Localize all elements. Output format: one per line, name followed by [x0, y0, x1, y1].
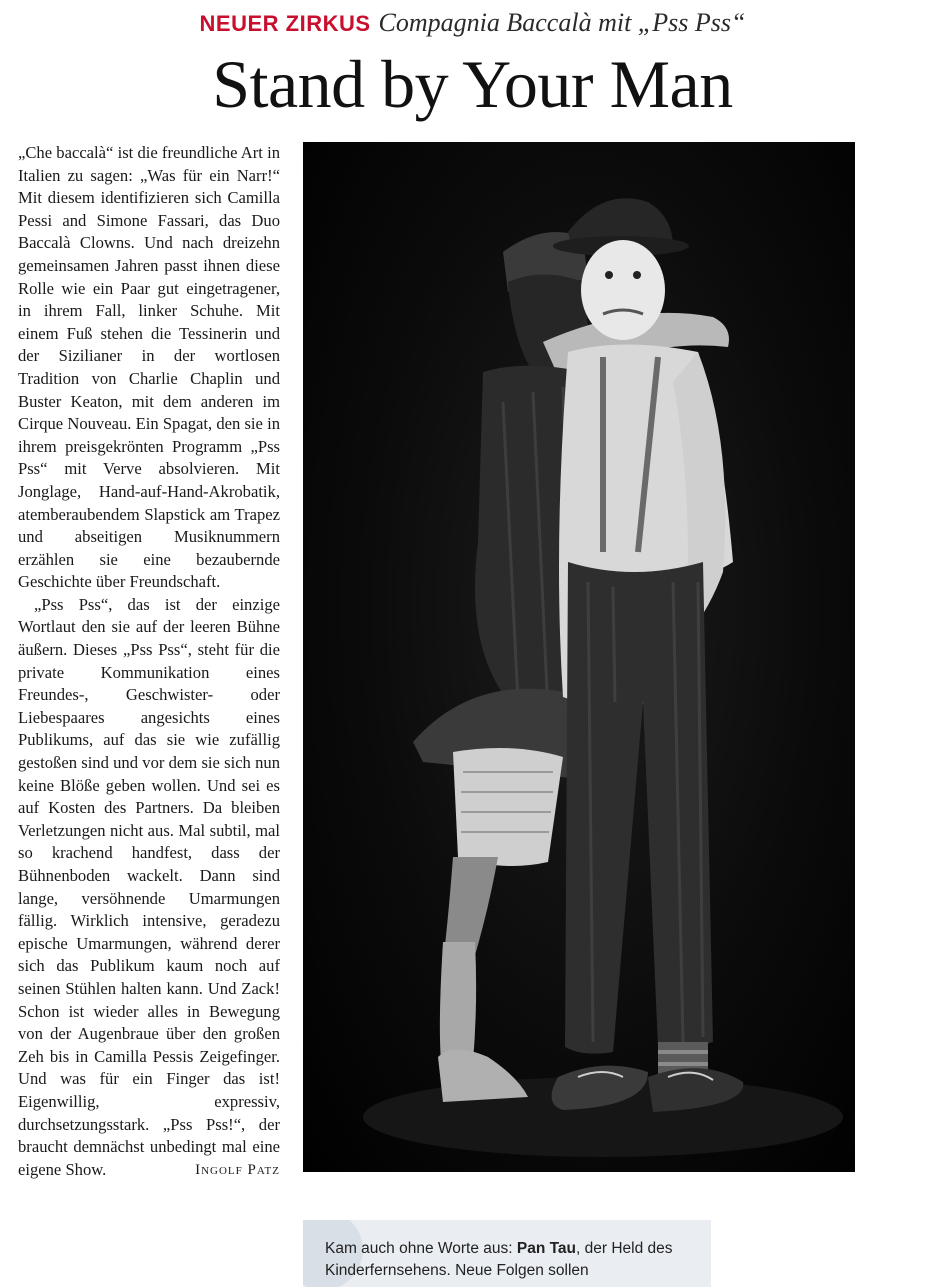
caption-rest: , der Held des Kinderfernsehens. Neue Folgen sollen: [325, 1240, 673, 1279]
article-paragraph: [18, 594, 280, 1181]
article-kicker: [0, 6, 945, 41]
article-photo: [303, 142, 855, 1172]
section-category: NEUER ZIRKUS: [199, 11, 371, 36]
article-headline: Stand by Your Man: [212, 46, 733, 122]
clown-couple-illustration: [303, 142, 855, 1172]
caption-name: Pan Tau: [516, 1240, 576, 1257]
article-body: [18, 142, 280, 1282]
photo-caption: [303, 1220, 711, 1287]
article-subtitle: Compagnia Baccalà mit „Pss Pss“: [378, 8, 746, 37]
paragraph-text: „Pss Pss“, das ist der einzige Wortlaut den sie auf der leeren Bühne äußern. Dieses „Pss Pss“, steht für die private Kommunikation eines Freundes-, Geschwister- oder Liebespaares angesichts eines Publikums, auf das sie wie zufällig gestoßen sind und vor dem sie sich nun keine Blöße geben wollen. Und sei es auf Kosten des Partners. Da bleiben Verletzungen nicht aus. Mal subtil, mal so krachend handfest, dass der Bühnenboden wackelt. Dann sind lange, versöhnende Umarmungen fällig. Wirklich intensive, geradezu epische Umarmungen, während derer sich das Publikum kaum noch auf seinen Stühlen halten kann. Und Zack! Schon ist wieder alles in Bewegung von der Augenbraue über den großen Zeh bis in Camilla Pessis Zeigefinger. Und was für ein Finger das ist! Eigenwillig, expressiv, durchsetzungsstark. „Pss Pss!“, der braucht demnächst unbedingt mal eine eigene Show.: [18, 594, 280, 1179]
author-byline: Ingolf Patz: [195, 1161, 280, 1178]
caption-lead: Kam auch ohne Worte aus:: [325, 1240, 517, 1257]
caption-text: [325, 1238, 705, 1282]
article-paragraph: „Che baccalà“ ist die freundliche Art in Italien zu sagen: „Was für ein Narr!“ Mit diesem identifizieren sich Camilla Pessi and Simone Fassari, das Duo Baccalà Clowns. Und nach dreizehn gemeinsamen Jahren passt ihnen diese Rolle wie ein Paar gut eingetragener, in ihrem Fall, linker Schuhe. Mit einem Fuß stehen die Tessinerin und der Sizilianer in der wortlosen Tradition von Charlie Chaplin und Buster Keaton, mit dem anderen im Cirque Nouveau. Ein Spagat, den sie in ihrem preisgekrönten Programm „Pss Pss“ mit Verve absolvieren. Mit Jonglage, Hand-auf-Hand-Akrobatik, atemberaubendem Slapstick am Trapez und abseitigen Musiknummern erzählen sie eine bezaubernde Geschichte über Freundschaft.: [18, 143, 280, 592]
